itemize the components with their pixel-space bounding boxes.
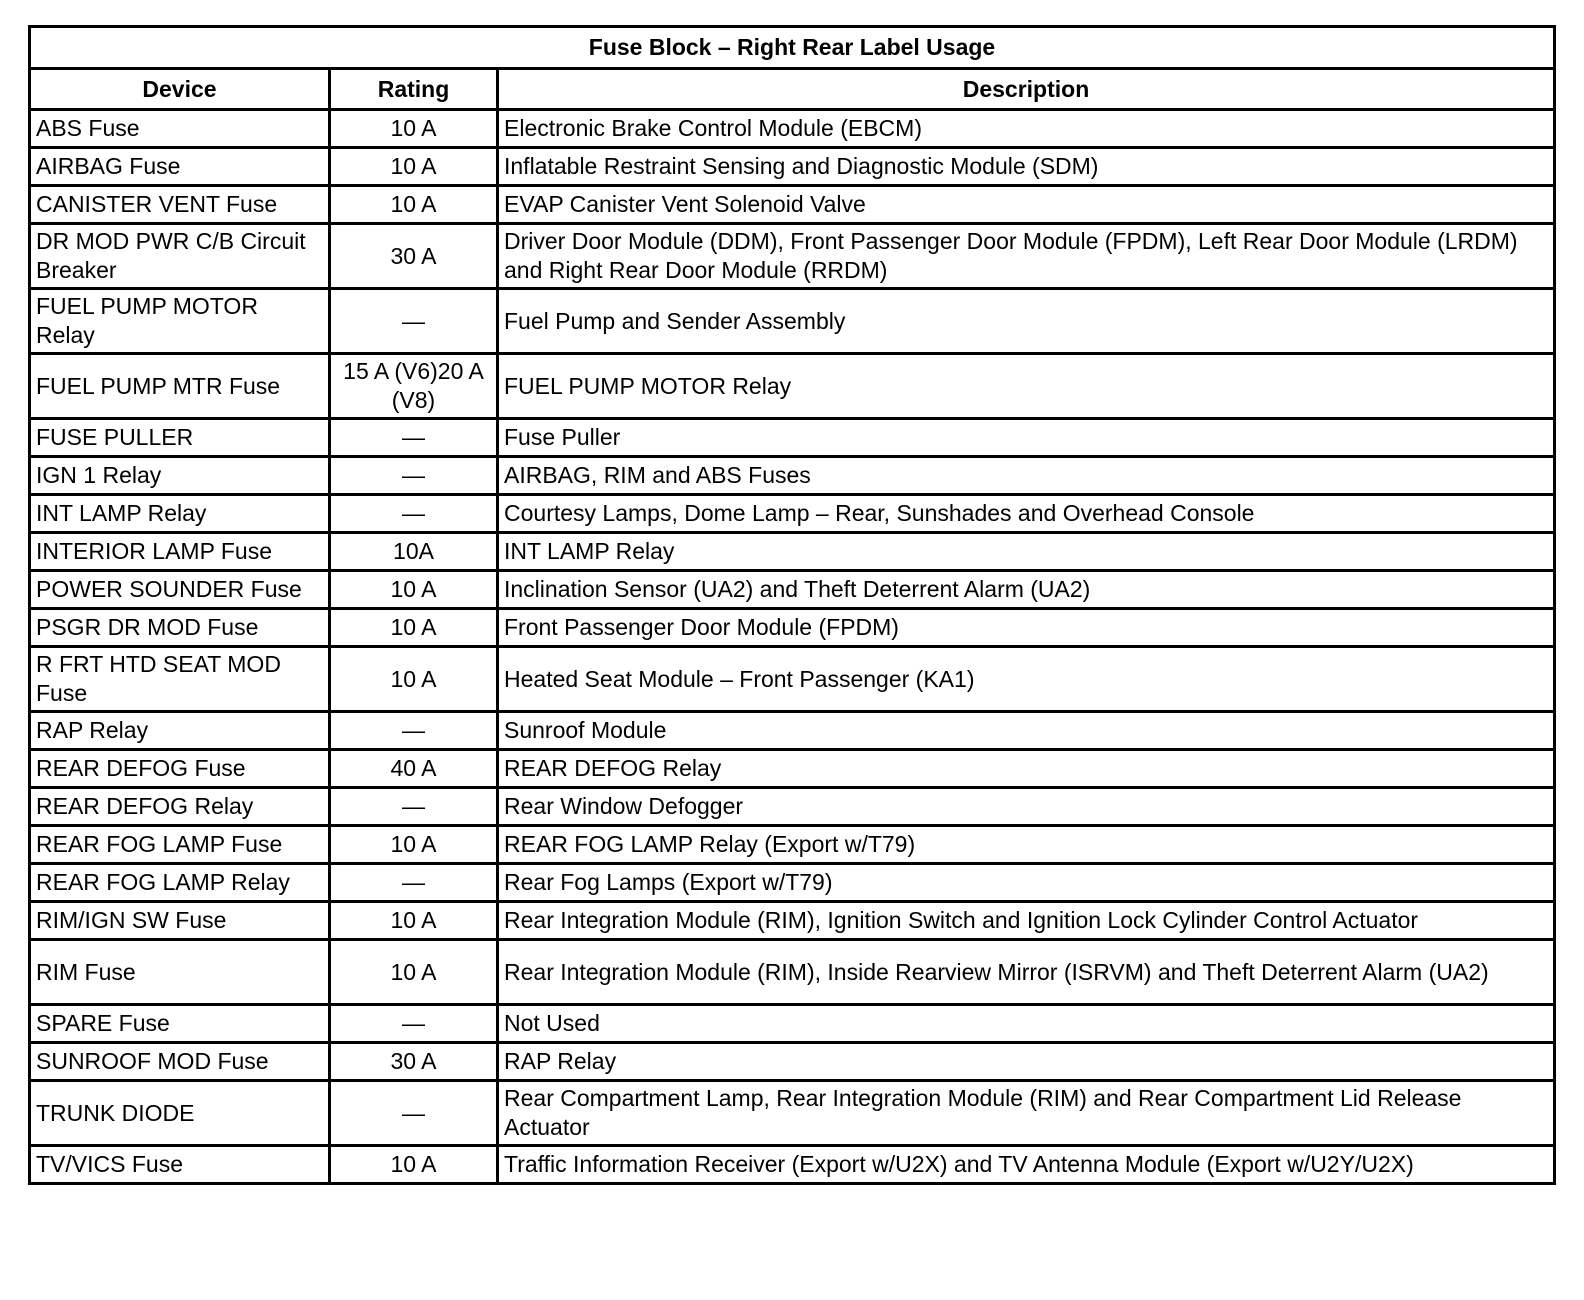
description-cell: Driver Door Module (DDM), Front Passenger Door Module (FPDM), Left Rear Door Module (LRDM) and Right Rear Door Module (RRDM) (498, 224, 1555, 289)
rating-cell: — (330, 495, 498, 533)
description-cell: Heated Seat Module – Front Passenger (KA1) (498, 647, 1555, 712)
table-row (30, 750, 1555, 788)
rating-cell: — (330, 788, 498, 826)
device-cell: SUNROOF MOD Fuse (30, 1043, 330, 1081)
description-cell: Inflatable Restraint Sensing and Diagnostic Module (SDM) (498, 148, 1555, 186)
description-cell: Electronic Brake Control Module (EBCM) (498, 110, 1555, 148)
rating-cell: 10 A (330, 110, 498, 148)
rating-cell: — (330, 712, 498, 750)
description-cell: Courtesy Lamps, Dome Lamp – Rear, Sunshades and Overhead Console (498, 495, 1555, 533)
device-cell: REAR FOG LAMP Fuse (30, 826, 330, 864)
device-cell: ABS Fuse (30, 110, 330, 148)
table-header-row (30, 69, 1555, 110)
device-cell: TV/VICS Fuse (30, 1146, 330, 1184)
rating-cell: 15 A (V6)20 A (V8) (330, 354, 498, 419)
table-row (30, 533, 1555, 571)
device-cell: RIM/IGN SW Fuse (30, 902, 330, 940)
device-cell: POWER SOUNDER Fuse (30, 571, 330, 609)
column-header-device: Device (30, 69, 330, 110)
column-header-rating: Rating (330, 69, 498, 110)
device-cell: IGN 1 Relay (30, 457, 330, 495)
device-cell: PSGR DR MOD Fuse (30, 609, 330, 647)
table-row (30, 354, 1555, 419)
description-cell: INT LAMP Relay (498, 533, 1555, 571)
table-row (30, 712, 1555, 750)
table-row (30, 1005, 1555, 1043)
description-cell: Rear Fog Lamps (Export w/T79) (498, 864, 1555, 902)
rating-cell: 40 A (330, 750, 498, 788)
device-cell: INT LAMP Relay (30, 495, 330, 533)
description-cell: REAR FOG LAMP Relay (Export w/T79) (498, 826, 1555, 864)
description-cell: Rear Integration Module (RIM), Inside Rearview Mirror (ISRVM) and Theft Deterrent Alarm (UA2) (498, 940, 1555, 1005)
rating-cell: — (330, 1081, 498, 1146)
rating-cell: 30 A (330, 1043, 498, 1081)
table-row (30, 186, 1555, 224)
column-header-description: Description (498, 69, 1555, 110)
device-cell: REAR DEFOG Relay (30, 788, 330, 826)
table-row (30, 826, 1555, 864)
description-cell: Rear Window Defogger (498, 788, 1555, 826)
rating-cell: 10 A (330, 609, 498, 647)
table-row (30, 1146, 1555, 1184)
device-cell: DR MOD PWR C/B Circuit Breaker (30, 224, 330, 289)
table-row (30, 647, 1555, 712)
table-row (30, 1043, 1555, 1081)
device-cell: FUSE PULLER (30, 419, 330, 457)
device-cell: REAR FOG LAMP Relay (30, 864, 330, 902)
table-row (30, 609, 1555, 647)
rating-cell: 10A (330, 533, 498, 571)
rating-cell: — (330, 419, 498, 457)
table-title: Fuse Block – Right Rear Label Usage (30, 27, 1555, 69)
rating-cell: 10 A (330, 148, 498, 186)
table-row (30, 902, 1555, 940)
device-cell: RIM Fuse (30, 940, 330, 1005)
table-row (30, 419, 1555, 457)
device-cell: RAP Relay (30, 712, 330, 750)
rating-cell: 10 A (330, 186, 498, 224)
description-cell: EVAP Canister Vent Solenoid Valve (498, 186, 1555, 224)
description-cell: Traffic Information Receiver (Export w/U2X) and TV Antenna Module (Export w/U2Y/U2X) (498, 1146, 1555, 1184)
description-cell: Inclination Sensor (UA2) and Theft Deterrent Alarm (UA2) (498, 571, 1555, 609)
table-row (30, 571, 1555, 609)
device-cell: FUEL PUMP MTR Fuse (30, 354, 330, 419)
rating-cell: 10 A (330, 571, 498, 609)
rating-cell: — (330, 1005, 498, 1043)
rating-cell: — (330, 864, 498, 902)
table-row (30, 224, 1555, 289)
device-cell: AIRBAG Fuse (30, 148, 330, 186)
rating-cell: 10 A (330, 826, 498, 864)
device-cell: R FRT HTD SEAT MOD Fuse (30, 647, 330, 712)
description-cell: AIRBAG, RIM and ABS Fuses (498, 457, 1555, 495)
description-cell: REAR DEFOG Relay (498, 750, 1555, 788)
table-row (30, 864, 1555, 902)
rating-cell: 30 A (330, 224, 498, 289)
description-cell: Rear Compartment Lamp, Rear Integration Module (RIM) and Rear Compartment Lid Release Actuator (498, 1081, 1555, 1146)
table-row (30, 1081, 1555, 1146)
rating-cell: 10 A (330, 902, 498, 940)
table-title-row (30, 27, 1555, 69)
table-row (30, 788, 1555, 826)
description-cell: FUEL PUMP MOTOR Relay (498, 354, 1555, 419)
description-cell: Not Used (498, 1005, 1555, 1043)
table-row (30, 148, 1555, 186)
description-cell: Front Passenger Door Module (FPDM) (498, 609, 1555, 647)
description-cell: Rear Integration Module (RIM), Ignition Switch and Ignition Lock Cylinder Control Actuator (498, 902, 1555, 940)
table-row (30, 495, 1555, 533)
description-cell: Fuse Puller (498, 419, 1555, 457)
description-cell: RAP Relay (498, 1043, 1555, 1081)
description-cell: Sunroof Module (498, 712, 1555, 750)
device-cell: REAR DEFOG Fuse (30, 750, 330, 788)
device-cell: TRUNK DIODE (30, 1081, 330, 1146)
rating-cell: 10 A (330, 940, 498, 1005)
rating-cell: — (330, 457, 498, 495)
rating-cell: 10 A (330, 1146, 498, 1184)
device-cell: SPARE Fuse (30, 1005, 330, 1043)
table-row (30, 940, 1555, 1005)
table-row (30, 289, 1555, 354)
device-cell: FUEL PUMP MOTOR Relay (30, 289, 330, 354)
rating-cell: — (330, 289, 498, 354)
description-cell: Fuel Pump and Sender Assembly (498, 289, 1555, 354)
device-cell: CANISTER VENT Fuse (30, 186, 330, 224)
fuse-usage-table (28, 25, 1556, 1185)
table-row (30, 457, 1555, 495)
rating-cell: 10 A (330, 647, 498, 712)
table-row (30, 110, 1555, 148)
device-cell: INTERIOR LAMP Fuse (30, 533, 330, 571)
